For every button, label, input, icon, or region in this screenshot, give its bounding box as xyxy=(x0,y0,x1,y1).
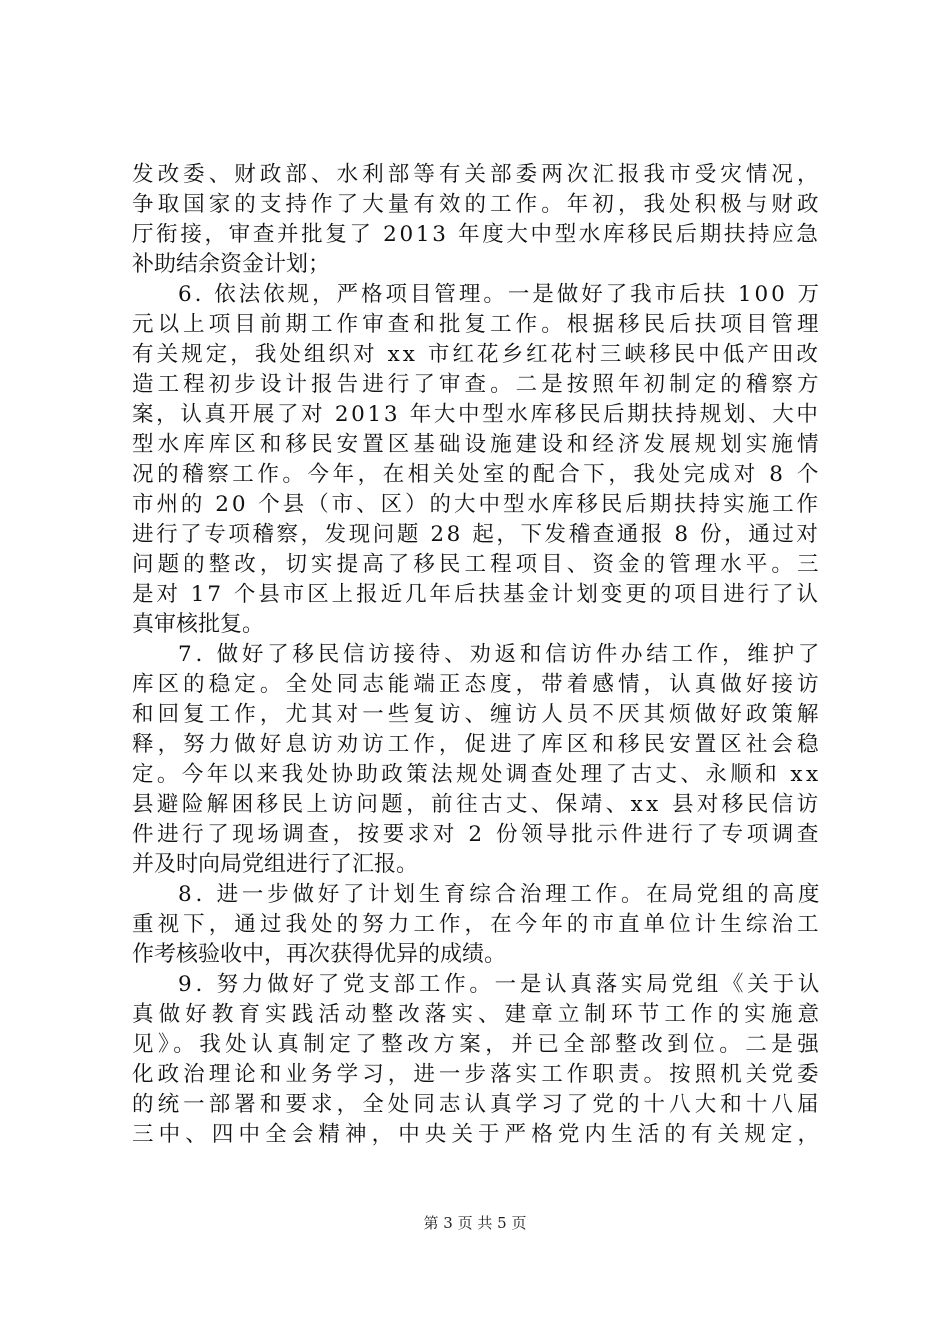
text-line: 厅衔接，审查并批复了 2013 年度大中型水库移民后期扶持应急 xyxy=(132,222,821,247)
paragraph-first-line: 9. 努力做好了党支部工作。一是认真落实局党组《关于认 xyxy=(178,972,824,997)
text-line: 释，努力做好息访劝访工作，促进了库区和移民安置区社会稳 xyxy=(132,732,823,757)
text-line: 见》。我处认真制定了整改方案，并已全部整改到位。二是强 xyxy=(132,1032,824,1057)
text-line: 真做好教育实践活动整改落实、建章立制环节工作的实施意 xyxy=(132,1002,825,1027)
text-line: 重视下，通过我处的努力工作，在今年的市直单位计生综治工 xyxy=(132,912,823,937)
text-line: 并及时向局党组进行了汇报。 xyxy=(132,852,419,877)
paragraph-first-line: 8. 进一步做好了计划生育综合治理工作。在局党组的高度 xyxy=(178,882,824,907)
text-line: 争取国家的支持作了大量有效的工作。年初，我处积极与财政 xyxy=(132,192,823,217)
text-line: 是对 17 个县市区上报近几年后扶基金计划变更的项目进行了认 xyxy=(132,582,821,607)
text-line: 补助结余资金计划； xyxy=(132,252,331,277)
text-line: 型水库库区和移民安置区基础设施建设和经济发展规划实施情 xyxy=(132,432,823,457)
text-line: 市州的 20 个县（市、区）的大中型水库移民后期扶持实施工作 xyxy=(132,492,821,517)
text-line: 案，认真开展了对 2013 年大中型水库移民后期扶持规划、大中 xyxy=(132,402,821,427)
text-line: 县避险解困移民上访问题，前往古丈、保靖、xx 县对移民信访 xyxy=(132,792,822,817)
paragraph-first-line: 6. 依法依规，严格项目管理。一是做好了我市后扶 100 万 xyxy=(178,282,823,307)
text-line: 作考核验收中，再次获得优异的成绩。 xyxy=(132,942,507,967)
paragraph-first-line: 7. 做好了移民信访接待、劝返和信访件办结工作，维护了 xyxy=(178,642,824,667)
text-line: 况的稽察工作。今年，在相关处室的配合下，我处完成对 8 个 xyxy=(132,462,822,487)
text-line: 化政治理论和业务学习，进一步落实工作职责。按照机关党委 xyxy=(132,1062,823,1087)
text-line: 发改委、财政部、水利部等有关部委两次汇报我市受灾情况， xyxy=(132,162,823,187)
text-line: 件进行了现场调查，按要求对 2 份领导批示件进行了专项调查 xyxy=(132,822,822,847)
text-line: 的统一部署和要求，全处同志认真学习了党的十八大和十八届 xyxy=(132,1092,823,1117)
text-line: 造工程初步设计报告进行了审查。二是按照年初制定的稽察方 xyxy=(132,372,823,397)
text-line: 定。今年以来我处协助政策法规处调查处理了古丈、永顺和 xx xyxy=(132,762,822,787)
document-body xyxy=(132,160,832,1150)
text-line: 有关规定，我处组织对 xx 市红花乡红花村三峡移民中低产田改 xyxy=(132,342,821,367)
text-line: 元以上项目前期工作审查和批复工作。根据移民后扶项目管理 xyxy=(132,312,823,337)
text-line: 问题的整改，切实提高了移民工程项目、资金的管理水平。三 xyxy=(132,552,823,577)
text-line: 库区的稳定。全处同志能端正态度，带着感情，认真做好接访 xyxy=(132,672,823,697)
text-line: 真审核批复。 xyxy=(132,612,265,637)
text-line: 进行了专项稽察，发现问题 28 起，下发稽查通报 8 份，通过对 xyxy=(132,522,821,547)
text-line: 三中、四中全会精神，中央关于严格党内生活的有关规定， xyxy=(132,1122,825,1147)
page-footer: 第 3 页 共 5 页 xyxy=(423,1214,527,1232)
text-line: 和回复工作，尤其对一些复访、缠访人员不厌其烦做好政策解 xyxy=(132,702,823,727)
